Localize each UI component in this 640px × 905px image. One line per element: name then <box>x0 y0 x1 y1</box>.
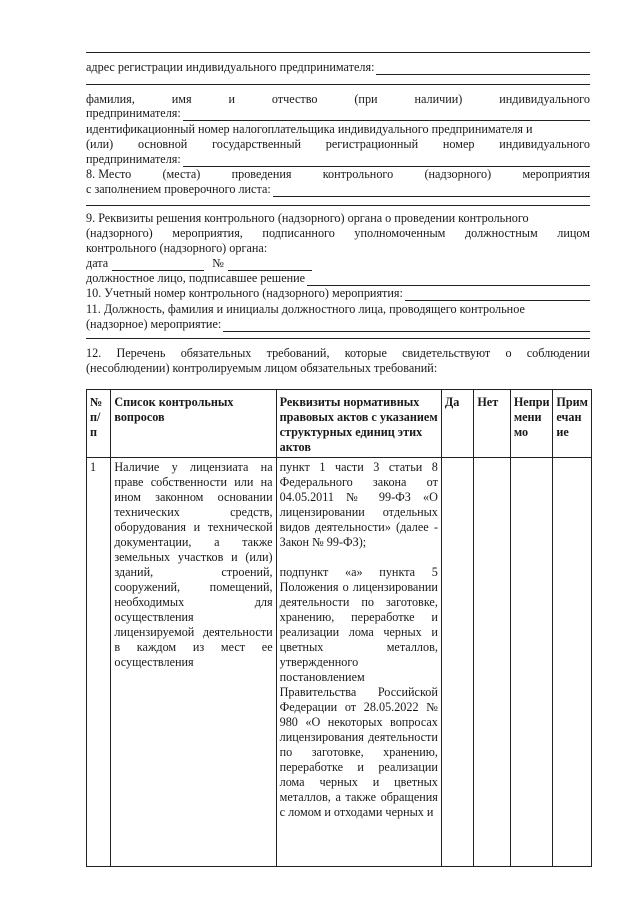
note-cell[interactable] <box>553 458 592 867</box>
no-cell[interactable] <box>474 458 511 867</box>
word: Перечень <box>116 346 166 360</box>
header-legal-acts: Реквизиты нормативных правовых актов с указанием структурных единиц этих актов <box>276 390 441 458</box>
decision-signed-line <box>86 226 590 241</box>
blank-field <box>183 109 590 121</box>
word: и <box>228 92 235 106</box>
word: (места) <box>162 167 201 181</box>
question-cell <box>111 458 276 867</box>
header-note: Прим ечан ие <box>553 390 592 458</box>
blank-field <box>223 320 590 332</box>
header-not-applicable: Непри мени мо <box>510 390 553 458</box>
inspection-label: (надзорное) мероприятие: <box>86 317 222 331</box>
word: основной <box>138 137 188 151</box>
word: 8. Место <box>86 167 132 181</box>
word: индивидуального <box>499 92 590 106</box>
word: уполномоченным <box>354 226 446 240</box>
word: государственный <box>212 137 302 151</box>
word: (или) <box>86 137 114 151</box>
number-field <box>228 259 312 271</box>
number-label: № <box>212 256 224 270</box>
blank-field <box>376 63 590 75</box>
inspection-place-line <box>86 167 590 182</box>
word: (надзорного) <box>424 167 492 181</box>
requirements-list-line-2: (несоблюдении) контролируемым лицом обязательных требований: <box>86 361 438 375</box>
word: о <box>505 346 512 360</box>
requirements-table <box>86 389 592 867</box>
registration-address-line <box>86 60 590 75</box>
not-applicable-cell[interactable] <box>510 458 553 867</box>
word: проведения <box>231 167 292 181</box>
blank-field <box>307 274 590 286</box>
word: фамилия, <box>86 92 135 106</box>
checklist-place-label: с заполнением проверочного листа: <box>86 182 271 196</box>
date-number-line <box>86 256 590 271</box>
header-yes: Да <box>441 390 473 458</box>
legal-act-paragraph-2: подпункт «а» пункта 5 Положения о лицензировании деятельности по заготовке, хранению, переработке и реализации лома черных и цветных металлов, утвержденного постановлением Правительства Российской Федерации от 28.05.2022 № 980 «О некоторых вопросах лицензирования деятельности по заготовке, хранению, переработке и реализации лома черных и цветных металлов, а также обращения с ломом и отходами черных и <box>279 565 438 819</box>
word: должностным <box>464 226 538 240</box>
word: регистрационный <box>325 137 419 151</box>
checklist-place-line <box>86 182 590 197</box>
blank-field <box>183 155 590 167</box>
word: которые <box>344 346 387 360</box>
word: номер <box>442 137 475 151</box>
date-field <box>112 259 204 271</box>
legal-act-paragraph-1: пункт 1 части 3 статьи 8 Федерального закона от 04.05.2011 № 99-ФЗ «О лицензировании отдельных видов деятельности» (далее - Закон № 99-ФЗ); <box>279 460 438 549</box>
word: 12. <box>86 346 102 360</box>
word: соблюдении <box>526 346 590 360</box>
entrepreneur-name-line <box>86 106 590 121</box>
inspector-line: 11. Должность, фамилия и инициалы должностного лица, проводящего контрольное <box>86 302 525 316</box>
signing-official-line <box>86 271 590 286</box>
date-label: дата <box>86 256 109 270</box>
table-header-row <box>87 390 592 458</box>
record-number-label: 10. Учетный номер контрольного (надзорного) мероприятия: <box>86 286 403 300</box>
word: мероприятия <box>522 167 590 181</box>
word: наличии) <box>414 92 463 106</box>
row-number: 1 <box>87 458 111 867</box>
question-text: Наличие у лицензиата на праве собственности или на ином законном основании технических средств, оборудования и технической документации, а также земельных участков и (или) зданий, строений, сооружений, помещений, необходимых для осуществления лицензируемой деятельности в каждом из мест ее осуществления <box>114 460 273 669</box>
header-questions: Список контрольных вопросов <box>111 390 276 458</box>
record-number-line <box>86 286 590 301</box>
full-name-line <box>86 92 590 107</box>
entrepreneur-label: предпринимателя: <box>86 152 181 166</box>
header-number: № п/п <box>87 390 111 458</box>
header-no: Нет <box>474 390 511 458</box>
word: отчество <box>271 92 318 106</box>
word: свидетельствуют <box>402 346 491 360</box>
legal-acts-cell <box>276 458 441 867</box>
blank-line <box>86 205 590 206</box>
entrepreneur-id-line <box>86 152 590 167</box>
taxpayer-id-line: идентификационный номер налогоплательщика индивидуального предпринимателя и <box>86 122 533 136</box>
blank-line <box>86 52 590 53</box>
word: индивидуального <box>499 137 590 151</box>
blank-line <box>86 338 590 339</box>
requirements-list-line <box>86 346 590 361</box>
entrepreneur-label: предпринимателя: <box>86 106 181 120</box>
table-row <box>87 458 592 867</box>
blank-field <box>405 289 590 301</box>
word: лицом <box>557 226 590 240</box>
word: контрольного <box>322 167 394 181</box>
word: (при <box>354 92 378 106</box>
word: (надзорного) <box>86 226 153 240</box>
decision-details-line: 9. Реквизиты решения контрольного (надзорного) органа о проведении контрольного <box>86 211 529 225</box>
inspection-line <box>86 317 590 332</box>
registration-address-label: адрес регистрации индивидуального предпринимателя: <box>86 60 375 74</box>
word: мероприятия, <box>172 226 243 240</box>
word: подписанного <box>262 226 335 240</box>
blank-field <box>273 185 590 197</box>
control-body-line: контрольного (надзорного) органа: <box>86 241 268 255</box>
signing-official-label: должностное лицо, подписавшее решение <box>86 271 306 285</box>
yes-cell[interactable] <box>441 458 473 867</box>
registration-number-line <box>86 137 590 152</box>
blank-line <box>86 84 590 85</box>
word: требований, <box>266 346 330 360</box>
word: имя <box>171 92 192 106</box>
word: обязательных <box>180 346 252 360</box>
